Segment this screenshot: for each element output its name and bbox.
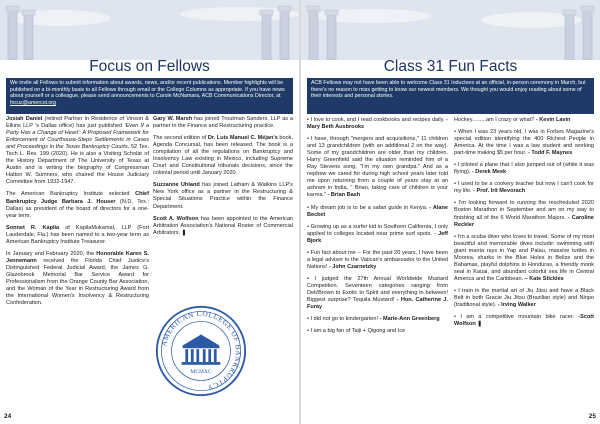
- news-text: has joined Troutman Sanders, LLP as a partner in the Finance and Restructuring practice.: [153, 116, 293, 130]
- news-text: , 52 Tex. Tech L. Rev. 199 (2020). He is also a Visiting Scholar of the History Department of The University of Texas at Austin and is writing the biography of Congressman Hatton W. Sumners, who chaired the House Judiciary Committee from 1932-1947.: [6, 144, 149, 186]
- fun-fact-text: • I have, through "mergers and acquisitions," 11 children and 13 grandchildren (with an additional 2 on the way). Some of my grandchildren are older than my children. Harry Greenfield said the situation reminded him of a Ray Stevens song, "I'm my own grandpa." And as a nephew we cared for during high school years later told me upon returning from a couple of years stay at an ashram in India, " Brian, taking care of children is your karma.": [307, 136, 448, 199]
- end-mark: ❚: [475, 321, 482, 328]
- fellow-name: Suzzanne Uhland: [153, 182, 200, 189]
- fellow-name: Josiah Daniel: [6, 116, 43, 122]
- fellow-news-item: [6, 251, 149, 307]
- fellow-news-item: [153, 216, 293, 237]
- fellow-name: Honorable Karen S. Jennemann: [6, 250, 149, 264]
- left-column-2: [153, 116, 293, 242]
- left-page: [0, 0, 299, 424]
- right-column-1: [307, 117, 448, 340]
- fellow-name: - Brian Bash: [327, 192, 361, 199]
- fun-fact-item: [454, 288, 594, 309]
- svg-text:AMERICAN COLLEGE OF BANKRUPTCY: AMERICAN COLLEGE OF BANKRUPTCY: [159, 308, 244, 393]
- fun-fact-text: • When I was 23 years old, I was in Forbes Magazine's special edition identifying the 400 Richest People in America. At the time I was a law student and working part-time making $5 per hour.: [454, 129, 594, 157]
- fun-fact-text: • My dream job is to be a safari guide in Kenya.: [307, 204, 430, 211]
- fellow-name: - Irving Walker: [497, 302, 536, 309]
- fellow-name: - Caroline Reckler: [454, 214, 594, 228]
- fun-fact-text: • I love to cook, and I read cookbooks and recipes daily.: [307, 117, 447, 123]
- page-title: Focus on Fellows: [89, 58, 210, 75]
- fun-fact-text: • I'm a scuba diver who loves to travel. Some of my most beautiful and memorable dives include: swimming with giant manta rays in Yap and Palau, massive turtles in Moorea, sharks in the Blue Holes in Belize and the Bahamas, playful dolphins in Honduras, a friendly monk seal in Kauai, and abundant colorful sea life in Central America and the Caribbean.: [454, 233, 594, 282]
- news-text: book, Agenda Concursal, has been released. The book is a compilation of all the regulations on Bankruptcy and Insolvency Law existing in Mexico, including Supreme Court and Constitutional tribunals decisions, since the colonial period until January 2020.: [153, 135, 293, 177]
- fun-fact-item: [307, 276, 448, 311]
- fellow-news-item: [6, 116, 149, 186]
- fun-fact-text: • I am a competitive mountain bike racer.: [454, 314, 579, 321]
- fellow-name: – Kate Stickles: [524, 275, 564, 282]
- fun-fact-item: [454, 234, 594, 283]
- fellow-name: Jeff Bjork: [307, 230, 448, 244]
- fellow-name: - Marie-Ann Greenberg: [379, 316, 440, 323]
- fellow-name: - Hon. Catherine J. Furay: [307, 297, 448, 311]
- svg-text:MCMXC: MCMXC: [190, 369, 212, 376]
- page-number: 25: [588, 413, 596, 420]
- publication-title: 'Even If a Party Has a Change of Heart': A Proposed Framework for Enforcement of Courthouse-Steps Settlements in Cases and Proceedings in the Texas Bankruptcy Courts: [6, 123, 149, 151]
- right-column-2: [454, 117, 594, 333]
- fun-fact-text: • I used to be a cookery teacher but now I can't cook for my life.: [454, 181, 594, 195]
- news-text: has been appointed to the American Arbitration Association's National Roster of Commercial Arbitrators.: [153, 215, 293, 236]
- fun-fact-item: [307, 224, 448, 245]
- fellow-news-item: [153, 182, 293, 210]
- news-text: received the Florida Chief Justice's Distinguished Federal Judicial Award, the James G. Glazebrook Memorial Bar Service Award for Professionalism from the Orange County Bar Association, and the Woman of the Year in Restructuring Award from the International Women's Insolvency & Restructuring Confederation.: [6, 257, 149, 307]
- news-text: In January and February 2020, the: [6, 250, 97, 257]
- fellow-name: - Prof. Irit Mevorach: [473, 188, 526, 195]
- intro-box: [307, 78, 594, 114]
- left-column-1: [6, 116, 149, 312]
- right-page: [301, 0, 600, 424]
- right-banner-image: [301, 0, 600, 60]
- intro-box: [6, 78, 293, 114]
- intro-text: We invite all Fellows to submit information about awards, news, and/or recent publications. Member highlights will be published on a bi-monthly basis to all Fellows through email or the College Columns as appropriate. If you have news about yourself or a colleague, please send announcements to Carole McNamara, ACB Communications Director, at: [10, 80, 285, 100]
- fun-fact-item: [454, 129, 594, 157]
- fun-fact-text: • I train in the martial art of Jiu Jitsu and have a Black Belt in both Gracie Jiu Jitsu (Brazilian style) and Ninpo (traditional style).: [454, 287, 594, 309]
- fun-fact-text: Hockey.........am I crazy or what?: [454, 117, 536, 123]
- fun-fact-item: [454, 117, 594, 124]
- fellow-name: Scott A. Wolfson: [153, 215, 199, 222]
- fun-fact-item: [307, 250, 448, 271]
- news-text: of KapilaMukamal, LLP (Fort Lauderdale, Fla.) has been named to a two-year term as American Bankruptcy Institute Treasurer.: [6, 224, 149, 245]
- fellow-name: - Kevin Lavin: [535, 117, 571, 123]
- fun-fact-item: [454, 200, 594, 228]
- fun-fact-item: [454, 314, 594, 328]
- fellow-name: - Todd F. Maynes: [528, 150, 573, 157]
- end-mark: ❚: [181, 229, 187, 236]
- news-text: The American Bankruptcy Institute selected: [6, 191, 136, 198]
- fun-fact-item: [307, 205, 448, 219]
- fun-fact-item: [307, 328, 448, 335]
- fellow-name: Sonnet R. Kaplia: [6, 224, 60, 231]
- news-text: (retired Partner in Residence of Vinson & Elkins LLP 's Dallas office) has just published: [6, 116, 149, 130]
- fellow-name: Chief Bankruptcy Judge Barbara J. Houser: [6, 191, 149, 205]
- fun-fact-text: • I'm looking forward to running the rescheduled 2020 Boston Marathon in September and am on my way to finishing all of the 6 World Marathon Majors.: [454, 200, 594, 221]
- fellow-name: Gary W. Marsh: [153, 116, 193, 122]
- fellow-news-item: [6, 225, 149, 246]
- fun-fact-item: [307, 117, 448, 131]
- fellow-news-item: [153, 116, 293, 130]
- fellow-news-item: [153, 135, 293, 177]
- fun-fact-text: • I did not go to kindergarten!: [307, 316, 380, 323]
- fellow-name: - John Czarnetzky: [328, 263, 377, 270]
- fellow-name: - Mary Beth Ausbrooks: [307, 117, 448, 131]
- fellow-name: -Scott Wolfson: [454, 314, 594, 328]
- news-text: (N.D. Tex.: Dallas) as president of the board of directors for a one-year term.: [6, 198, 150, 219]
- fellow-name: Dr. Luis Manuel C. Méjan's: [207, 135, 278, 142]
- fun-fact-text: • I piloted a plane that I also jumped out of (while it was flying).: [454, 162, 594, 176]
- fun-fact-item: [454, 181, 594, 195]
- fun-fact-item: [307, 316, 448, 323]
- fun-fact-text: • Growing up as a surfer kid in Southern California, I only applied to colleges located near prime surf spots. -: [307, 223, 448, 237]
- college-seal-logo: [155, 305, 247, 397]
- page-number: 24: [4, 413, 12, 420]
- fellow-name: - Alane Becket: [307, 204, 448, 218]
- fun-fact-text: • Fun fact about me -- For the past 20 years, I have been a legal advisor to the Vatican's ambassador to the United Nations!: [307, 249, 448, 270]
- news-text: The second edition of: [153, 135, 208, 142]
- fellow-name: - Derek Meek: [471, 169, 507, 176]
- fellow-news-item: [6, 191, 149, 219]
- intro-email-link[interactable]: focus@amercol.org: [10, 99, 57, 106]
- fun-fact-item: [307, 136, 448, 199]
- fun-fact-text: • I am a big fan of Taiji + Qigong and Ice: [307, 328, 406, 335]
- news-text: has joined Latham & Watkins LLP's New York office as a partner in the Restructuring & Special Situations Practice within the Finance Department.: [153, 182, 293, 210]
- intro-text: ACB Fellows may not have been able to welcome Class 31 Inductees at an official, in-person ceremony in March, but there's no reason to miss getting to know our newest members. We thought you would enjoy reading about some of their interests and personal stories.: [311, 80, 586, 100]
- page-title: Class 31 Fun Facts: [383, 58, 518, 75]
- fun-fact-item: [454, 162, 594, 176]
- fun-fact-text: • I judged the 27th Annual Worldwide Mustard Competition. Seventeen categories ranging from Deli/Brown to Exotic to Spirit and everything in between! Biggest surprise? Tequila Mustard!: [307, 275, 448, 304]
- left-banner-image: [0, 0, 299, 60]
